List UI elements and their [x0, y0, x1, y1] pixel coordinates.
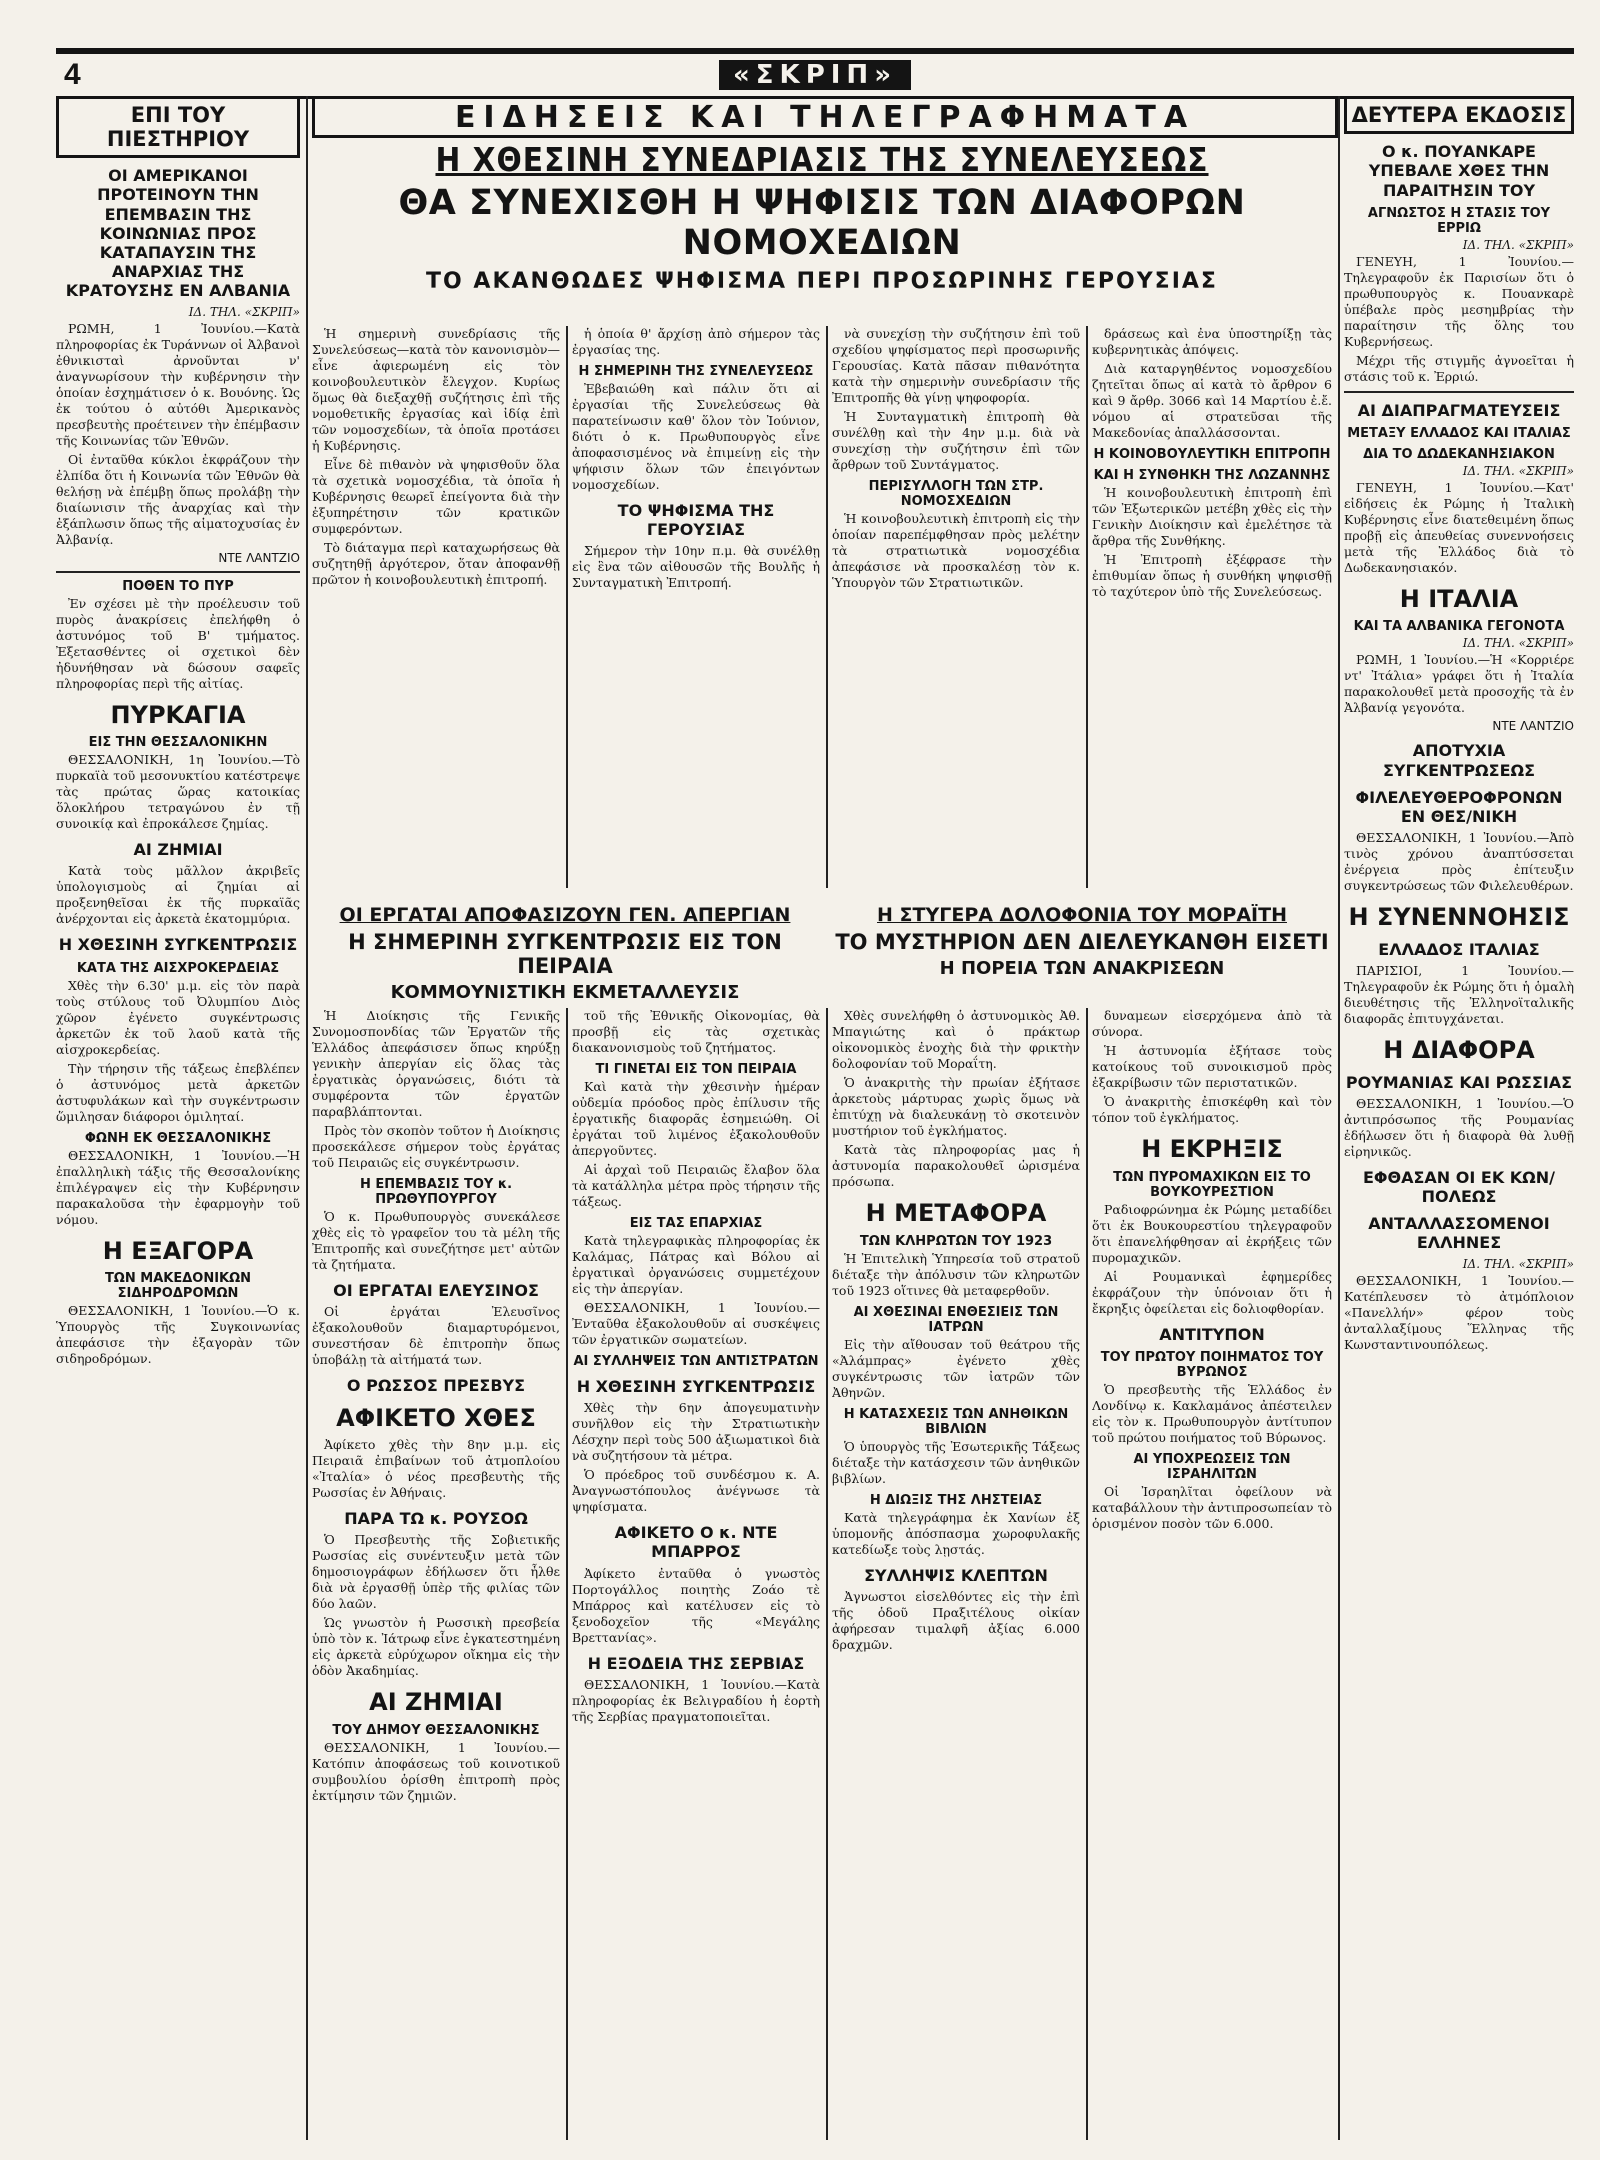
paragraph: Ὁ ὑπουργὸς τῆς Ἐσωτερικῆς Τάξεως διέταξε τὴν κατάσχεσιν τῶν ἀνηθικῶν βιβλίων. — [832, 1438, 1080, 1486]
lead-headline-2: ΘΑ ΣΥΝΕΧΙΣΘΗ Η ΨΗΦΙΣΙΣ ΤΩΝ ΔΙΑΦΟΡΩΝ ΝΟΜΟΧΕΔΙΩΝ — [398, 183, 1246, 263]
headline: Ο κ. ΠΟΥΑΝΚΑΡΕ ΥΠΕΒΑΛΕ ΧΘΕΣ ΤΗΝ ΠΑΡΑΙΤΗΣΙΝ ΤΟΥ — [1368, 142, 1550, 200]
paragraph: ΓΕΝΕΥΗ, 1 Ἰουνίου.—Κατ' εἰδήσεις ἐκ Ρώμης ἡ Ἰταλικὴ Κυβέρνησις εἶνε διατεθειμένη ὅπως προβῇ εἰς ἀπευθείας συνεννοήσεις μετὰ τῆς Ἑλλάδος διὰ τὸ Δωδεκανησιακόν. — [1344, 479, 1574, 575]
columns — [56, 96, 1574, 2140]
paragraph: δράσεως καὶ ἐνα ὑποστηρίξῃ τὰς κυβερνητικὰς ἀπόψεις. — [1092, 326, 1332, 357]
paragraph: Ὁ ἀνακριτὴς τὴν πρωίαν ἐξήτασε ἀρκετοὺς μάρτυρας χωρὶς ὅμως νὰ ἐπιτύχῃ νὰ διαλευκάνῃ τὸ σκοτεινὸν μυστήριον τοῦ ἐγκλήματος. — [832, 1075, 1080, 1138]
paragraph: Ἡ σημερινὴ συνεδρίασις τῆς Συνελεύσεως—κατὰ τὸν κανονισμὸν—εἶνε ἀφιερωμένη εἰς τὸν κοινοβουλευτικὸν ἔλεγχον. Κυρίως ὅμως θὰ διεξαχθῇ συζήτησις ἐπὶ τῆς νομοθετικῆς ἐργασίας καὶ ἰδίᾳ ἐπὶ τῶν νομοσχεδίων, τὰ ὁποῖα προτάσει ἡ Κυβέρνησις. — [312, 326, 560, 453]
column-rule — [306, 96, 308, 2140]
paragraph: Ἡ ἀστυνομία ἐξήτασε τοὺς κατοίκους τοῦ συνοικισμοῦ πρὸς ἐξακρίβωσιν τῶν περιστατικῶν. — [1092, 1043, 1332, 1090]
column-rule — [566, 1008, 568, 2140]
section-banner — [312, 96, 1338, 138]
signature: ΝΤΕ ΛΑΝΤΖΙΟ — [1492, 719, 1574, 734]
paragraph: ΡΩΜΗ, 1 Ἰουνίου.—Κατὰ πληροφορίας ἐκ Τυράννων οἱ Ἀλβανοὶ ἐθνικισταὶ ἀρνοῦνται ν' ἀναγνωρίσουν τὴν κυβέρνησιν τὴν ὁποίαν ἐσχημάτισεν ὁ κ. Βουόνης. Ὡς ἐκ τούτου ὁ αὐτόθι Ἀμερικανὸς πρεσβευτὴς προέτεινεν τὴν ἐπέμβασιν τῆς Κοινωνίας τῶν Ἐθνῶν. — [56, 320, 300, 448]
headline: ΑΙ ΣΥΛΛΗΨΕΙΣ ΤΩΝ ΑΝΤΙΣΤΡΑΤΩΝ — [573, 1354, 819, 1369]
column-3-top — [572, 326, 820, 888]
paragraph: Εἰς τὴν αἴθουσαν τοῦ θεάτρου τῆς «Ἀλάμπρας» ἐγένετο χθὲς συγκέντρωσις τῶν ἰατρῶν τῶν Ἀθηνῶν. — [832, 1336, 1080, 1400]
paragraph: ἡ ὁποία θ' ἄρχίσῃ ἀπὸ σήμερον τὰς ἐργασίας της. — [572, 326, 820, 357]
headline: Η ΣΗΜΕΡΙΝΗ ΤΗΣ ΣΥΝΕΛΕΥΣΕΩΣ — [578, 364, 814, 379]
headline: Η ΕΞΑΓΟΡΑ — [102, 1236, 254, 1265]
masthead-title: «ΣΚΡΙΠ» — [719, 60, 911, 90]
paragraph: Σήμερον τὴν 10ην π.μ. θὰ συνέλθῃ εἰς ἓνα τῶν αἰθουσῶν τῆς Βουλῆς ἡ Συνταγματικὴ Ἐπιτροπή. — [572, 543, 820, 591]
paragraph: ΘΕΣΣΑΛΟΝΙΚΗ, 1 Ἰουνίου.—Ὁ κ. Ὑπουργὸς τῆς Συγκοινωνίας ἀπεφάσισε τὴν ἐξαγορὰν τῶν σιδηροδρόμων. — [56, 1303, 300, 1367]
lead-headline — [312, 140, 1332, 294]
paragraph: Αἱ ἀρχαὶ τοῦ Πειραιῶς ἔλαβον ὅλα τὰ κατάλληλα μέτρα πρὸς τήρησιν τῆς τάξεως. — [572, 1162, 820, 1209]
headline: ΑΓΝΩΣΤΟΣ Η ΣΤΑΣΙΣ ΤΟΥ ΕΡΡΙΩ — [1367, 205, 1551, 236]
headline: Η ΜΕΤΑΦΟΡΑ — [865, 1199, 1047, 1227]
paragraph: Ὁ κ. Πρωθυπουργὸς συνεκάλεσε χθὲς εἰς τὸ γραφεῖον του τὰ μέλη τῆς Ἐπιτροπῆς καὶ συνεζήτησε μετ' αὐτῶν τὰ ζητήματα. — [312, 1209, 560, 1272]
headline: Η ΔΙΑΦΟΡΑ — [1383, 1036, 1535, 1065]
paragraph: Ὁ πρεσβευτὴς τῆς Ἑλλάδος ἐν Λονδίνῳ κ. Κακλαμάνος ἀπέστειλεν εἰς τὸν κ. Πρωθυπουργὸν ἀντίτυπον τοῦ πρώτου ποιήματος τοῦ Βύρωνος. — [1092, 1381, 1332, 1445]
headline: ΟΙ ΕΡΓΑΤΑΙ ΑΠΟΦΑΣΙΖΟΥΝ ΓΕΝ. ΑΠΕΡΓΙΑΝ — [339, 904, 791, 926]
paragraph: Αἱ Ρουμανικαὶ ἐφημερίδες ἐκφράζουν τὴν ὑπόνοιαν ὅτι ἡ ἔκρηξις ὀφείλεται εἰς δολιοφθορίαν. — [1092, 1268, 1332, 1316]
lead-headline-1: Η ΧΘΕΣΙΝΗ ΣΥΝΕΔΡΙΑΣΙΣ ΤΗΣ ΣΥΝΕΛΕΥΣΕΩΣ — [435, 140, 1209, 179]
column-1 — [56, 96, 300, 2140]
paragraph: Ἡ Ἐπιτροπὴ ἐξέφρασε τὴν ἐπιθυμίαν ὅπως ἡ συνθήκη ψηφισθῇ τὸ ταχύτερον ὑπὸ τῆς Συνελεύσεως. — [1092, 552, 1332, 599]
headline: ΑΦΙΚΕΤΟ Ο κ. ΝΤΕ ΜΠΑΡΡΟΣ — [614, 1523, 778, 1562]
column-5-bottom — [1092, 1008, 1332, 2140]
paragraph: Ἡ Συνταγματικὴ ἐπιτροπὴ θὰ συνέλθῃ καὶ τὴν 4ην μ.μ. διὰ νὰ συνεχίσῃ τὴν συζήτησιν ἐπὶ τῶν ἄρθρων τοῦ Συντάγματος. — [832, 409, 1080, 472]
paragraph: Εἶνε δὲ πιθανὸν νὰ ψηφισθοῦν ὅλα τὰ σχετικὰ νομοσχέδια, τὰ ὁποῖα ἡ Κυβέρνησις θεωρεῖ ἐπείγοντα διὰ τὴν ἐξυπηρέτησιν τῶν κρατικῶν συμφερόντων. — [312, 457, 560, 536]
mid-headlines — [312, 904, 1332, 1004]
headline: ΟΙ ΕΡΓΑΤΑΙ ΕΛΕΥΣΙΝΟΣ — [333, 1281, 539, 1300]
paragraph: Ἡ κοινοβουλευτικὴ ἐπιτροπὴ ἐπὶ τῶν Ἐξωτερικῶν μετέβη χθὲς εἰς τὴν Γενικὴν Διοίκησιν καὶ ἐμελέτησε τὰ ἄρθρα τῆς Συνθήκης. — [1092, 485, 1332, 548]
lead-headline-3: ΤΟ ΑΚΑΝΘΩΔΕΣ ΨΗΦΙΣΜΑ ΠΕΡΙ ΠΡΟΣΩΡΙΝΗΣ ΓΕΡΟΥΣΙΑΣ — [426, 269, 1218, 294]
headline: ΑΙ ΔΙΑΠΡΑΓΜΑΤΕΥΣΕΙΣ — [1357, 400, 1561, 420]
source-line: ΙΔ. ΤΗΛ. «ΣΚΡΙΠ» — [1462, 237, 1574, 252]
headline: ΑΙ ΧΘΕΣΙΝΑΙ ΕΝΘΕΣΙΕΙΣ ΤΩΝ ΙΑΤΡΩΝ — [853, 1304, 1059, 1335]
paragraph: Χθὲς τὴν 6.30' μ.μ. εἰς τὸν παρὰ τοὺς στύλους τοῦ Ὀλυμπίου Διὸς χῶρον ἐγένετο συγκέντρωσις ἀρκετῶν ἐκ τοῦ λαοῦ κατὰ τῆς αἰσχροκερδείας. — [56, 977, 300, 1057]
headline: Ο ΡΩΣΣΟΣ ΠΡΕΣΒΥΣ — [346, 1376, 526, 1396]
source-line: ΙΔ. ΤΗΛ. «ΣΚΡΙΠ» — [1462, 463, 1574, 478]
headline: ΑΝΤΑΛΛΑΣΣΟΜΕΝΟΙ ΕΛΛΗΝΕΣ — [1368, 1214, 1550, 1253]
headline: ΔΙΑ ΤΟ ΔΩΔΕΚΑΝΗΣΙΑΚΟΝ — [1363, 446, 1555, 462]
paragraph: Ἐν σχέσει μὲ τὴν προέλευσιν τοῦ πυρὸς ἀνακρίσεις ἐπελήφθη ὁ ἀστυνόμος τοῦ Β' τμήματος. Ἐξετασθέντες οἱ σχετικοὶ δὲν ἠδυνήθησαν νὰ δώσουν σαφεῖς πληροφορίας περὶ τῆς αἰτίας. — [56, 595, 300, 691]
headline: ΜΕΤΑΞΥ ΕΛΛΑΔΟΣ ΚΑΙ ΙΤΑΛΙΑΣ — [1347, 425, 1571, 441]
headline: Η ΧΘΕΣΙΝΗ ΣΥΓΚΕΝΤΡΩΣΙΣ — [576, 1377, 816, 1396]
headline: ΑΠΟΤΥΧΙΑ ΣΥΓΚΕΝΤΡΩΣΕΩΣ — [1382, 741, 1536, 780]
headline: Η ΚΟΙΝΟΒΟΥΛΕΥΤΙΚΗ ΕΠΙΤΡΟΠΗ — [1093, 447, 1331, 462]
paragraph: Ἡ Ἐπιτελικὴ Ὑπηρεσία τοῦ στρατοῦ διέταξε τὴν ἀπόλυσιν τῶν κληρωτῶν τοῦ 1923 οἵτινες θὰ μεταφερθοῦν. — [832, 1250, 1080, 1298]
headline: ΑΦΙΚΕΤΟ ΧΘΕΣ — [336, 1404, 536, 1433]
headline: Η ΣΥΝΕΝΝΟΗΣΙΣ — [1348, 903, 1570, 932]
paragraph: Ἡ Διοίκησις τῆς Γενικῆς Συνομοσπονδίας τῶν Ἐργατῶν τῆς Ἑλλάδος ἀπεφάσισεν ὅπως κηρύξῃ γενικὴν ἀπεργίαν εἰς ὅλας τὰς ἐργατικὰς ὀργανώσεις, διότι τὰ συμφέροντα τῶν ἐργατῶν παραβλάπτονται. — [312, 1008, 560, 1119]
paragraph: ΓΕΝΕΥΗ, 1 Ἰουνίου.—Τηλεγραφοῦν ἐκ Παρισίων ὅτι ὁ πρωθυπουργὸς κ. Πουανκαρὲ ὑπέβαλε πρὸς μεσημβρίας τὴν παραίτησιν τῆς ὅλης του Κυβερνήσεως. — [1344, 253, 1574, 349]
paragraph: Ἐβεβαιώθη καὶ πάλιν ὅτι αἱ ἐργασίαι τῆς Συνελεύσεως θὰ παρατείνωσιν καθ' ὅλον τὸν Ἰούνιον, διότι ὁ κ. Πρωθυπουργὸς εἶνε ἀποφασισμένος νὰ ἐπιμείνῃ εἰς τὴν ψήφισιν ὅλων τῶν ἐπειγόντων νομοσχεδίων. — [572, 381, 820, 492]
section-box-head: ΕΠΙ ΤΟΥ ΠΙΕΣΤΗΡΙΟΥ — [56, 96, 300, 158]
paragraph: Μέχρι τῆς στιγμῆς ἀγνοεῖται ἡ στάσις τοῦ κ. Ἐρριώ. — [1344, 352, 1574, 384]
source-line: ΙΔ. ΤΗΛ. «ΣΚΡΙΠ» — [188, 304, 300, 319]
headline: ΤΟΥ ΠΡΩΤΟΥ ΠΟΙΗΜΑΤΟΣ ΤΟΥ ΒΥΡΩΝΟΣ — [1100, 1349, 1324, 1380]
column-2-bottom — [312, 1008, 560, 2140]
column-4-bottom — [832, 1008, 1080, 2140]
headline: ΠΕΡΙΣΥΛΛΟΓΗ ΤΩΝ ΣΤΡ. ΝΟΜΟΣΧΕΔΙΩΝ — [868, 479, 1044, 509]
headline: ΠΟΘΕΝ ΤΟ ΠΥΡ — [122, 578, 234, 594]
headline: Η ΣΗΜΕΡΙΝΗ ΣΥΓΚΕΝΤΡΩΣΙΣ ΕΙΣ ΤΟΝ ΠΕΙΡΑΙΑ — [348, 930, 782, 978]
paragraph: Ὁ πρόεδρος τοῦ συνδέσμου κ. Α. Ἀναγνωστόπουλος ἀνέγνωσε τὰ ψηφίσματα. — [572, 1467, 820, 1515]
paragraph: ΡΩΜΗ, 1 Ἰουνίου.—Ἡ «Κορριέρε ντ' Ἰτάλια» γράφει ὅτι ἡ Ἰταλία παρακολουθεῖ μετὰ προσοχῆς τὰ ἐν Ἀλβανίᾳ γεγονότα. — [1344, 652, 1574, 716]
headline: ΠΑΡΑ ΤΩ κ. ΡΟΥΣΟΩ — [344, 1508, 528, 1528]
headline: Η ΣΤΥΓΕΡΑ ΔΟΛΟΦΟΝΙΑ ΤΟΥ ΜΟΡΑΪΤΗ — [877, 904, 1287, 926]
headline: ΑΙ ΖΗΜΙΑΙ — [133, 840, 223, 860]
paragraph: Ὁ Πρεσβευτὴς τῆς Σοβιετικῆς Ρωσσίας εἰς συνέντευξιν μετὰ τῶν δημοσιογράφων ἐδήλωσεν ὅτι ἦλθε διὰ νὰ ἐργασθῇ ὑπὲρ τῆς φιλίας τῶν δύο λαῶν. — [312, 1532, 560, 1612]
column-5-top — [1092, 326, 1332, 888]
column-2-top — [312, 326, 560, 888]
headline: Η ΕΠΕΜΒΑΣΙΣ ΤΟΥ κ. ΠΡΩΘΥΠΟΥΡΓΟΥ — [359, 1177, 513, 1207]
headline: Η ΕΚΡΗΞΙΣ — [1141, 1135, 1283, 1163]
paragraph: Ἡ κοινοβουλευτικὴ ἐπιτροπὴ εἰς τὴν ὁποίαν παρεπέμφθησαν πρὸς μελέτην τὰ στρατιωτικὰ νομοσχέδια ἀπεφάσισε νὰ προσκαλέσῃ τὸν κ. Ὑπουργὸν τῶν Στρατιωτικῶν. — [832, 511, 1080, 590]
headline: ΦΙΛΕΛΕΥΘΕΡΟΦΡΟΝΩΝ ΕΝ ΘΕΣ/ΝΙΚΗ — [1355, 787, 1563, 827]
headline: ΤΩΝ ΚΛΗΡΩΤΩΝ ΤΟΥ 1923 — [859, 1233, 1053, 1249]
paragraph: δυναμεων εἰσερχόμενα ἀπὸ τὰ σύνορα. — [1092, 1008, 1332, 1039]
headline: Η ΚΑΤΑΣΧΕΣΙΣ ΤΩΝ ΑΝΗΘΙΚΩΝ ΒΙΒΛΙΩΝ — [843, 1406, 1069, 1437]
paragraph: Ἀγνωστοι εἰσελθόντες εἰς τὴν ἐπὶ τῆς ὁδοῦ Πραξιτέλους οἰκίαν ἀφήρεσαν τιμαλφῆ ἀξίας 6.000 δραχμῶν. — [832, 1588, 1080, 1652]
paragraph: Κατὰ τὰς πληροφορίας μας ἡ ἀστυνομία παρακολουθεῖ ὡρισμένα πρόσωπα. — [832, 1142, 1080, 1189]
headline: ΟΙ ΑΜΕΡΙΚΑΝΟΙ ΠΡΟΤΕΙΝΟΥΝ ΤΗΝ ΕΠΕΜΒΑΣΙΝ ΤΗΣ ΚΟΙΝΩΝΙΑΣ ΠΡΟΣ ΚΑΤΑΠΑΥΣΙΝ ΤΗΣ ΑΝΑΡΧΙΑΣ ΤΗΣ ΚΡΑΤΟΥΣΗΣ ΕΝ ΑΛΒΑΝΙΑ — [65, 166, 291, 301]
headline: Η ΔΙΩΞΙΣ ΤΗΣ ΛΗΣΤΕΙΑΣ — [869, 1492, 1043, 1508]
paragraph: Κατὰ τηλεγραφικὰς πληροφορίας ἐκ Καλάμας, Πάτρας καὶ Βόλου αἱ ἐργατικαὶ ὀργανώσεις συμμετέχουν εἰς τὴν ἀπεργίαν. — [572, 1233, 820, 1296]
headline: ΤΙ ΓΙΝΕΤΑΙ ΕΙΣ ΤΟΝ ΠΕΙΡΑΙΑ — [595, 1062, 797, 1077]
headline: ΑΙ ΥΠΟΧΡΕΩΣΕΙΣ ΤΩΝ ΙΣΡΑΗΛΙΤΩΝ — [1133, 1451, 1291, 1482]
paragraph: ΘΕΣΣΑΛΟΝΙΚΗ, 1 Ἰουνίου.—Ἀπὸ τινὸς χρόνου ἀναπτύσσεται ἐνέργεια πρὸς ἐπίτευξιν συγκεντρώσεως τῶν Φιλελευθέρων. — [1344, 830, 1574, 894]
paragraph: Τὸ διάταγμα περὶ καταχωρήσεως θὰ συζητηθῇ ἀργότερον, ὅταν ἀποφανθῇ πρῶτον ἡ κοινοβουλευτικὴ ἐπιτροπή. — [312, 540, 560, 587]
paragraph: Διὰ καταργηθέντος νομοσχεδίου ζητεῖται ὅπως αἱ κατὰ τὸ ἄρθρον 6 καὶ 9 ἄρθρ. 3066 καὶ 14 Μαρτίου ἐ.ἔ. νόμου αἱ στρατεῦσαι τῆς Μακεδονίας ἀπαλλάσσονται. — [1092, 361, 1332, 440]
column-rule — [1338, 96, 1340, 2140]
paragraph: Ὡς γνωστὸν ἡ Ρωσσικὴ πρεσβεία ὑπὸ τὸν κ. Ἰάτρωφ εἶνε ἐγκατεστημένη εἰς ἀρκετὰ εὐρύχωρον οἴκημα εἰς τὴν ὁδὸν Ἀκαδημίας. — [312, 1615, 560, 1679]
paragraph: ΘΕΣΣΑΛΟΝΙΚΗ, 1 Ἰουνίου.—Ἐνταῦθα ἐξακολουθοῦν αἱ συσκέψεις τῶν ἐργατικῶν σωματείων. — [572, 1300, 820, 1347]
paragraph: ΘΕΣΣΑΛΟΝΙΚΗ, 1 Ἰουνίου.—Κατόπιν ἀποφάσεως τοῦ κοινοτικοῦ συμβουλίου ὁρίσθη ἐπιτροπὴ πρὸς ἐκτίμησιν τῶν ζημιῶν. — [312, 1739, 560, 1803]
headline: Η ΠΟΡΕΙΑ ΤΩΝ ΑΝΑΚΡΙΣΕΩΝ — [939, 958, 1225, 979]
source-line: ΙΔ. ΤΗΛ. «ΣΚΡΙΠ» — [1462, 1256, 1574, 1271]
column-rule — [1086, 326, 1088, 888]
masthead — [56, 48, 1574, 99]
headline: ΑΙ ΖΗΜΙΑΙ — [369, 1688, 503, 1717]
column-rule — [826, 326, 828, 888]
headline: ΚΟΜΜΟΥΝΙΣΤΙΚΗ ΕΚΜΕΤΑΛΛΕΥΣΙΣ — [390, 982, 740, 1003]
headline: ΕΙΣ ΤΑΣ ΕΠΑΡΧΙΑΣ — [629, 1216, 763, 1231]
paragraph: Οἱ ἐργάται Ἐλευσῖνος ἐξακολουθοῦν διαμαρτυρόμενοι, συνεστήσαν δὲ ἐπιτροπὴν ὅπως ὑποβάλῃ τὰ αἰτήματά των. — [312, 1304, 560, 1368]
paragraph: Ἀφίκετο χθὲς τὴν 8ην μ.μ. εἰς Πειραιᾶ ἐπιβαίνων τοῦ ἀτμοπλοίου «Ἰταλία» ὁ νέος πρεσβευτὴς τῆς Ρωσσίας ἐν Ἀθήναις. — [312, 1436, 560, 1500]
paragraph: ΘΕΣΣΑΛΟΝΙΚΗ, 1 Ἰουνίου.—Ὁ ἀντιπρόσωπος τῆς Ρουμανίας ἐδήλωσεν ὅτι ἡ διαφορὰ θὰ λυθῇ εἰρηνικῶς. — [1344, 1095, 1574, 1159]
paragraph: τοῦ τῆς Ἐθνικῆς Οἰκονομίας, θὰ προσβῇ εἰς τὰς σχετικὰς διακανονισμοὺς τοῦ ζητήματος. — [572, 1008, 820, 1055]
headline: ΡΟΥΜΑΝΙΑΣ ΚΑΙ ΡΩΣΣΙΑΣ — [1345, 1072, 1573, 1092]
headline: ΣΥΛΛΗΨΙΣ ΚΛΕΠΤΩΝ — [864, 1565, 1048, 1585]
headline: ΕΛΛΑΔΟΣ ΙΤΑΛΙΑΣ — [1378, 939, 1540, 959]
column-3-bottom — [572, 1008, 820, 2140]
paragraph: ΘΕΣΣΑΛΟΝΙΚΗ, 1 Ἰουνίου.—Κατέπλευσεν τὸ ἀτμόπλοιον «Πανελλήν» φέρον τοὺς ἀνταλλαξίμους Ἕλληνας τῆς Κωνσταντινουπόλεως. — [1344, 1272, 1574, 1352]
column-6 — [1344, 96, 1574, 2140]
headline: ΑΝΤΙΤΥΠΟΝ — [1159, 1324, 1265, 1344]
strike-headline — [312, 904, 818, 1003]
paragraph: Ὁ ἀνακριτὴς ἐπισκέφθη καὶ τὸν τόπον τοῦ ἐγκλήματος. — [1092, 1094, 1332, 1125]
paragraph: Ἀφίκετο ἐνταῦθα ὁ γνωστὸς Πορτογάλλος ποιητὴς Ζοάο τὲ Μπάρρος καὶ κατέλυσεν εἰς τὸ ξενοδοχεῖον τῆς «Μεγάλης Βρεττανίας». — [572, 1565, 820, 1645]
paragraph: Χθὲς συνελήφθη ὁ ἀστυνομικὸς Ἀθ. Μπαγιώτης καὶ ὁ πράκτωρ οἰκονομικὸς ἐνοχὴς διὰ τὴν φρικτὴν δολοφονίαν τοῦ Μοραΐτη. — [832, 1008, 1080, 1071]
paragraph: ΘΕΣΣΑΛΟΝΙΚΗ, 1 Ἰουνίου.—Κατὰ πληροφορίας ἐκ Βελιγραδίου ἡ ἑορτὴ τῆς Σερβίας πραγματοποιεῖται. — [572, 1676, 820, 1724]
headline: Η ΧΘΕΣΙΝΗ ΣΥΓΚΕΝΤΡΩΣΙΣ — [58, 935, 298, 955]
paragraph: νὰ συνεχίσῃ τὴν συζήτησιν ἐπὶ τοῦ σχεδίου ψηφίσματος περὶ προσωρινῆς Γερουσίας. Κατὰ πᾶσαν πιθανότητα κατὰ τὴν σημερινὴν συνεδρίασιν τῆς Ἐπιτροπῆς θὰ γίνῃ ψηφοφορία. — [832, 326, 1080, 405]
headline: ΤΟ ΜΥΣΤΗΡΙΟΝ ΔΕΝ ΔΙΕΛΕΥΚΑΝΘΗ ΕΙΣΕΤΙ — [835, 930, 1329, 954]
section-box-head: ΔΕΥΤΕΡΑ ΕΚΔΟΣΙΣ — [1344, 96, 1574, 134]
headline: Η ΕΞΟΔΕΙΑ ΤΗΣ ΣΕΡΒΙΑΣ — [587, 1653, 805, 1673]
headline: Η ΙΤΑΛΙΑ — [1399, 584, 1519, 613]
paragraph: Χθὲς τὴν 6ην ἀπογευματινὴν συνῆλθον εἰς τὴν Στρατιωτικὴν Λέσχην περὶ τοὺς 500 ἀξιωματικοὶ διὰ νὰ συζητήσουν τὰ μέτρα. — [572, 1400, 820, 1464]
page-number: 4 — [64, 58, 81, 91]
headline: ΠΥΡΚΑΓΙΑ — [110, 700, 246, 729]
paragraph: Ραδιοφρώνημα ἐκ Ρώμης μεταδίδει ὅτι ἐκ Βουκουρεστίου τηλεγραφοῦν ὅτι ἐπανελήφθησαν αἱ ἐκρήξεις τῶν πυρομαχικῶν. — [1092, 1201, 1332, 1265]
headline: ΕΦΘΑΣΑΝ ΟΙ ΕΚ ΚΩΝ/ΠΟΛΕΩΣ — [1362, 1167, 1556, 1206]
paragraph: Καὶ κατὰ τὴν χθεσινὴν ἡμέραν οὐδεμία πρόοδος πρὸς ἐπίλυσιν τῆς ἐργατικῆς διαφορᾶς ἐσημειώθη. Οἱ ἐργάται τοῦ λιμένος ἐξακολουθοῦν ἀπεργοῦντες. — [572, 1079, 820, 1158]
paragraph: Τὴν τήρησιν τῆς τάξεως ἐπεβλέπεν ὁ ἀστυνόμος μετὰ ἀρκετῶν ἀστυφυλάκων καὶ τὴν συγκέντρωσιν ὥμιλησαν διάφοροι ὁμιληταί. — [56, 1060, 300, 1124]
paragraph: Κατὰ τηλεγράφημα ἐκ Χανίων ἐξ ὑπομονῆς ἀπόσπασμα χωροφυλακῆς κατεδίωξε τοὺς λῃστάς. — [832, 1509, 1080, 1557]
paragraph: Πρὸς τὸν σκοπὸν τοῦτον ἡ Διοίκησις προσεκάλεσε σήμερον τοὺς ἐργάτας τοῦ Πειραιῶς εἰς συγκέντρωσιν. — [312, 1123, 560, 1170]
paragraph: ΘΕΣΣΑΛΟΝΙΚΗ, 1η Ἰουνίου.—Τὸ πυρκαϊὰ τοῦ μεσονυκτίου κατέστρεψε τὰς πρώτας ὥρας κατοικίας ὅλοκλήρου τετραγώνου ἐν τῇ συνοικίᾳ καὶ ἐπροκάλεσε ζημίας. — [56, 752, 300, 832]
murder-headline — [832, 904, 1332, 979]
paragraph: Οἱ ἐνταῦθα κύκλοι ἐκφράζουν τὴν ἐλπίδα ὅτι ἡ Κοινωνία τῶν Ἐθνῶν θὰ θελήσῃ νὰ ἐπέμβῃ ὅπως προλάβῃ τὴν διαίωνισιν τῆς ἀναρχίας καὶ τὴν ἐξάπλωσιν ὅπως τῆς αἱματοχυσίας ἐν Ἀλβανίᾳ. — [56, 451, 300, 547]
paragraph: Κατὰ τοὺς μᾶλλον ἀκριβεῖς ὑπολογισμοὺς αἱ ζημίαι αἱ προξενηθεῖσαι ἐκ τῆς πυρκαϊᾶς ἀνέρχονται εἰς ἀρκετὰ ἑκατομμύρια. — [56, 863, 300, 927]
column-rule — [566, 326, 568, 888]
headline: ΚΑΤΑ ΤΗΣ ΑΙΣΧΡΟΚΕΡΔΕΙΑΣ — [76, 960, 280, 976]
headline: ΤΟ ΨΗΦΙΣΜΑ ΤΗΣ ΓΕΡΟΥΣΙΑΣ — [617, 501, 775, 540]
column-4-top — [832, 326, 1080, 888]
headline: ΚΑΙ ΤΑ ΑΛΒΑΝΙΚΑ ΓΕΓΟΝΟΤΑ — [1353, 619, 1565, 635]
signature: ΝΤΕ ΛΑΝΤΖΙΟ — [218, 550, 300, 565]
headline: ΕΙΣ ΤΗΝ ΘΕΣΣΑΛΟΝΙΚΗΝ — [88, 735, 268, 751]
column-rule — [1086, 1008, 1088, 2140]
paragraph: Οἱ Ἰσραηλῖται ὀφείλουν νὰ καταβάλλουν τὴν ἀντιπροσωπείαν τὸ ὁρισμένον ποσὸν τῶν 6.000. — [1092, 1483, 1332, 1531]
headline: ΚΑΙ Η ΣΥΝΘΗΚΗ ΤΗΣ ΛΩΖΑΝΝΗΣ — [1093, 468, 1331, 483]
column-rule — [826, 1008, 828, 2140]
headline: ΦΩΝΗ ΕΚ ΘΕΣΣΑΛΟΝΙΚΗΣ — [84, 1130, 272, 1146]
headline: ΤΩΝ ΜΑΚΕΔΟΝΙΚΩΝ ΣΙΔΗΡΟΔΡΟΜΩΝ — [104, 1271, 252, 1302]
source-line: ΙΔ. ΤΗΛ. «ΣΚΡΙΠ» — [1462, 636, 1574, 651]
paragraph: ΘΕΣΣΑΛΟΝΙΚΗ, 1 Ἰουνίου.—Ἡ ἐπαλληλικὴ τάξις τῆς Θεσσαλονίκης ἐπιλέγραψεν εἰς τὴν Κυβέρνησιν παρακαλοῦσα τὴν ἐφαρμογὴν τοῦ νόμου. — [56, 1147, 300, 1227]
headline: ΤΩΝ ΠΥΡΟΜΑΧΙΚΩΝ ΕΙΣ ΤΟ ΒΟΥΚΟΥΡΕΣΤΙΟΝ — [1113, 1169, 1311, 1200]
paragraph: ΠΑΡΙΣΙΟΙ, 1 Ἰουνίου.—Τηλεγραφοῦν ἐκ Ρώμης ὅτι ἡ ὁμαλὴ διευθέτησις τῆς Ἑλληνοϊταλικῆς διαφορᾶς ἐπιτυγχάνεται. — [1344, 963, 1574, 1027]
section-banner-title: ΕΙΔΗΣΕΙΣ ΚΑΙ ΤΗΛΕΓΡΑΦΗΜΑΤΑ — [454, 99, 1196, 135]
headline: ΤΟΥ ΔΗΜΟΥ ΘΕΣΣΑΛΟΝΙΚΗΣ — [332, 1722, 540, 1738]
